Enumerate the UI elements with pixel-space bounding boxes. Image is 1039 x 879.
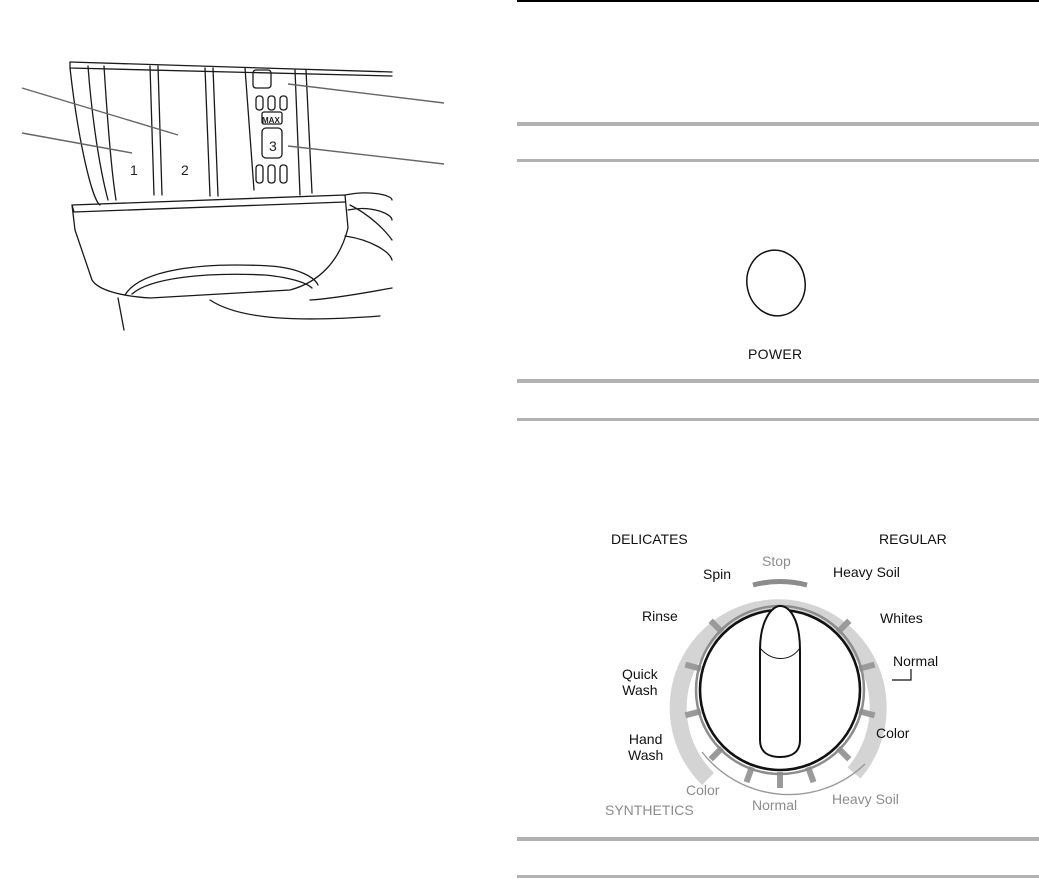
quick-wash-line-2: Wash: [622, 682, 658, 698]
quick-wash-line-1: Quick: [622, 666, 658, 682]
dial-position-hand-wash[interactable]: [628, 731, 663, 763]
normal-default-marker: [892, 668, 916, 682]
section-rule-1: [517, 122, 1039, 126]
section-rule-6: [517, 875, 1039, 878]
compartment-1-label: 1: [130, 162, 138, 178]
section-rule-3: [517, 379, 1039, 383]
top-rule: [517, 0, 1039, 2]
dial-position-synthetics-normal[interactable]: Normal: [752, 797, 798, 813]
hand-wash-line-2: Wash: [628, 747, 664, 763]
dial-position-stop[interactable]: Stop: [762, 553, 791, 569]
dial-position-rinse[interactable]: Rinse: [642, 608, 678, 624]
dial-position-regular-color[interactable]: Color: [876, 725, 910, 741]
dial-position-regular-whites[interactable]: Whites: [880, 610, 923, 626]
compartment-3-label: 3: [269, 138, 277, 154]
section-rule-4: [517, 418, 1039, 421]
power-label: POWER: [748, 346, 803, 362]
dial-position-spin[interactable]: Spin: [703, 566, 732, 582]
section-rule-2: [517, 159, 1039, 162]
dial-position-regular-heavy-soil[interactable]: Heavy Soil: [833, 564, 900, 580]
dial-position-synthetics-color[interactable]: Color: [686, 782, 720, 798]
dial-position-regular-normal[interactable]: Normal: [893, 653, 939, 669]
group-label-delicates: DELICATES: [611, 531, 688, 547]
dial-position-quick-wash[interactable]: [622, 666, 658, 698]
power-button[interactable]: [744, 248, 808, 318]
group-label-regular: REGULAR: [879, 531, 947, 547]
section-rule-5: [517, 837, 1039, 841]
cycle-selector-dial[interactable]: [660, 570, 900, 800]
hand-wash-line-1: Hand: [628, 731, 663, 747]
compartment-2-label: 2: [181, 162, 189, 178]
max-fill-label: MAX: [262, 116, 280, 125]
group-label-synthetics: SYNTHETICS: [605, 802, 694, 818]
dispenser-drawer-illustration: [0, 0, 500, 360]
dial-position-synthetics-heavy-soil[interactable]: Heavy Soil: [832, 791, 899, 807]
